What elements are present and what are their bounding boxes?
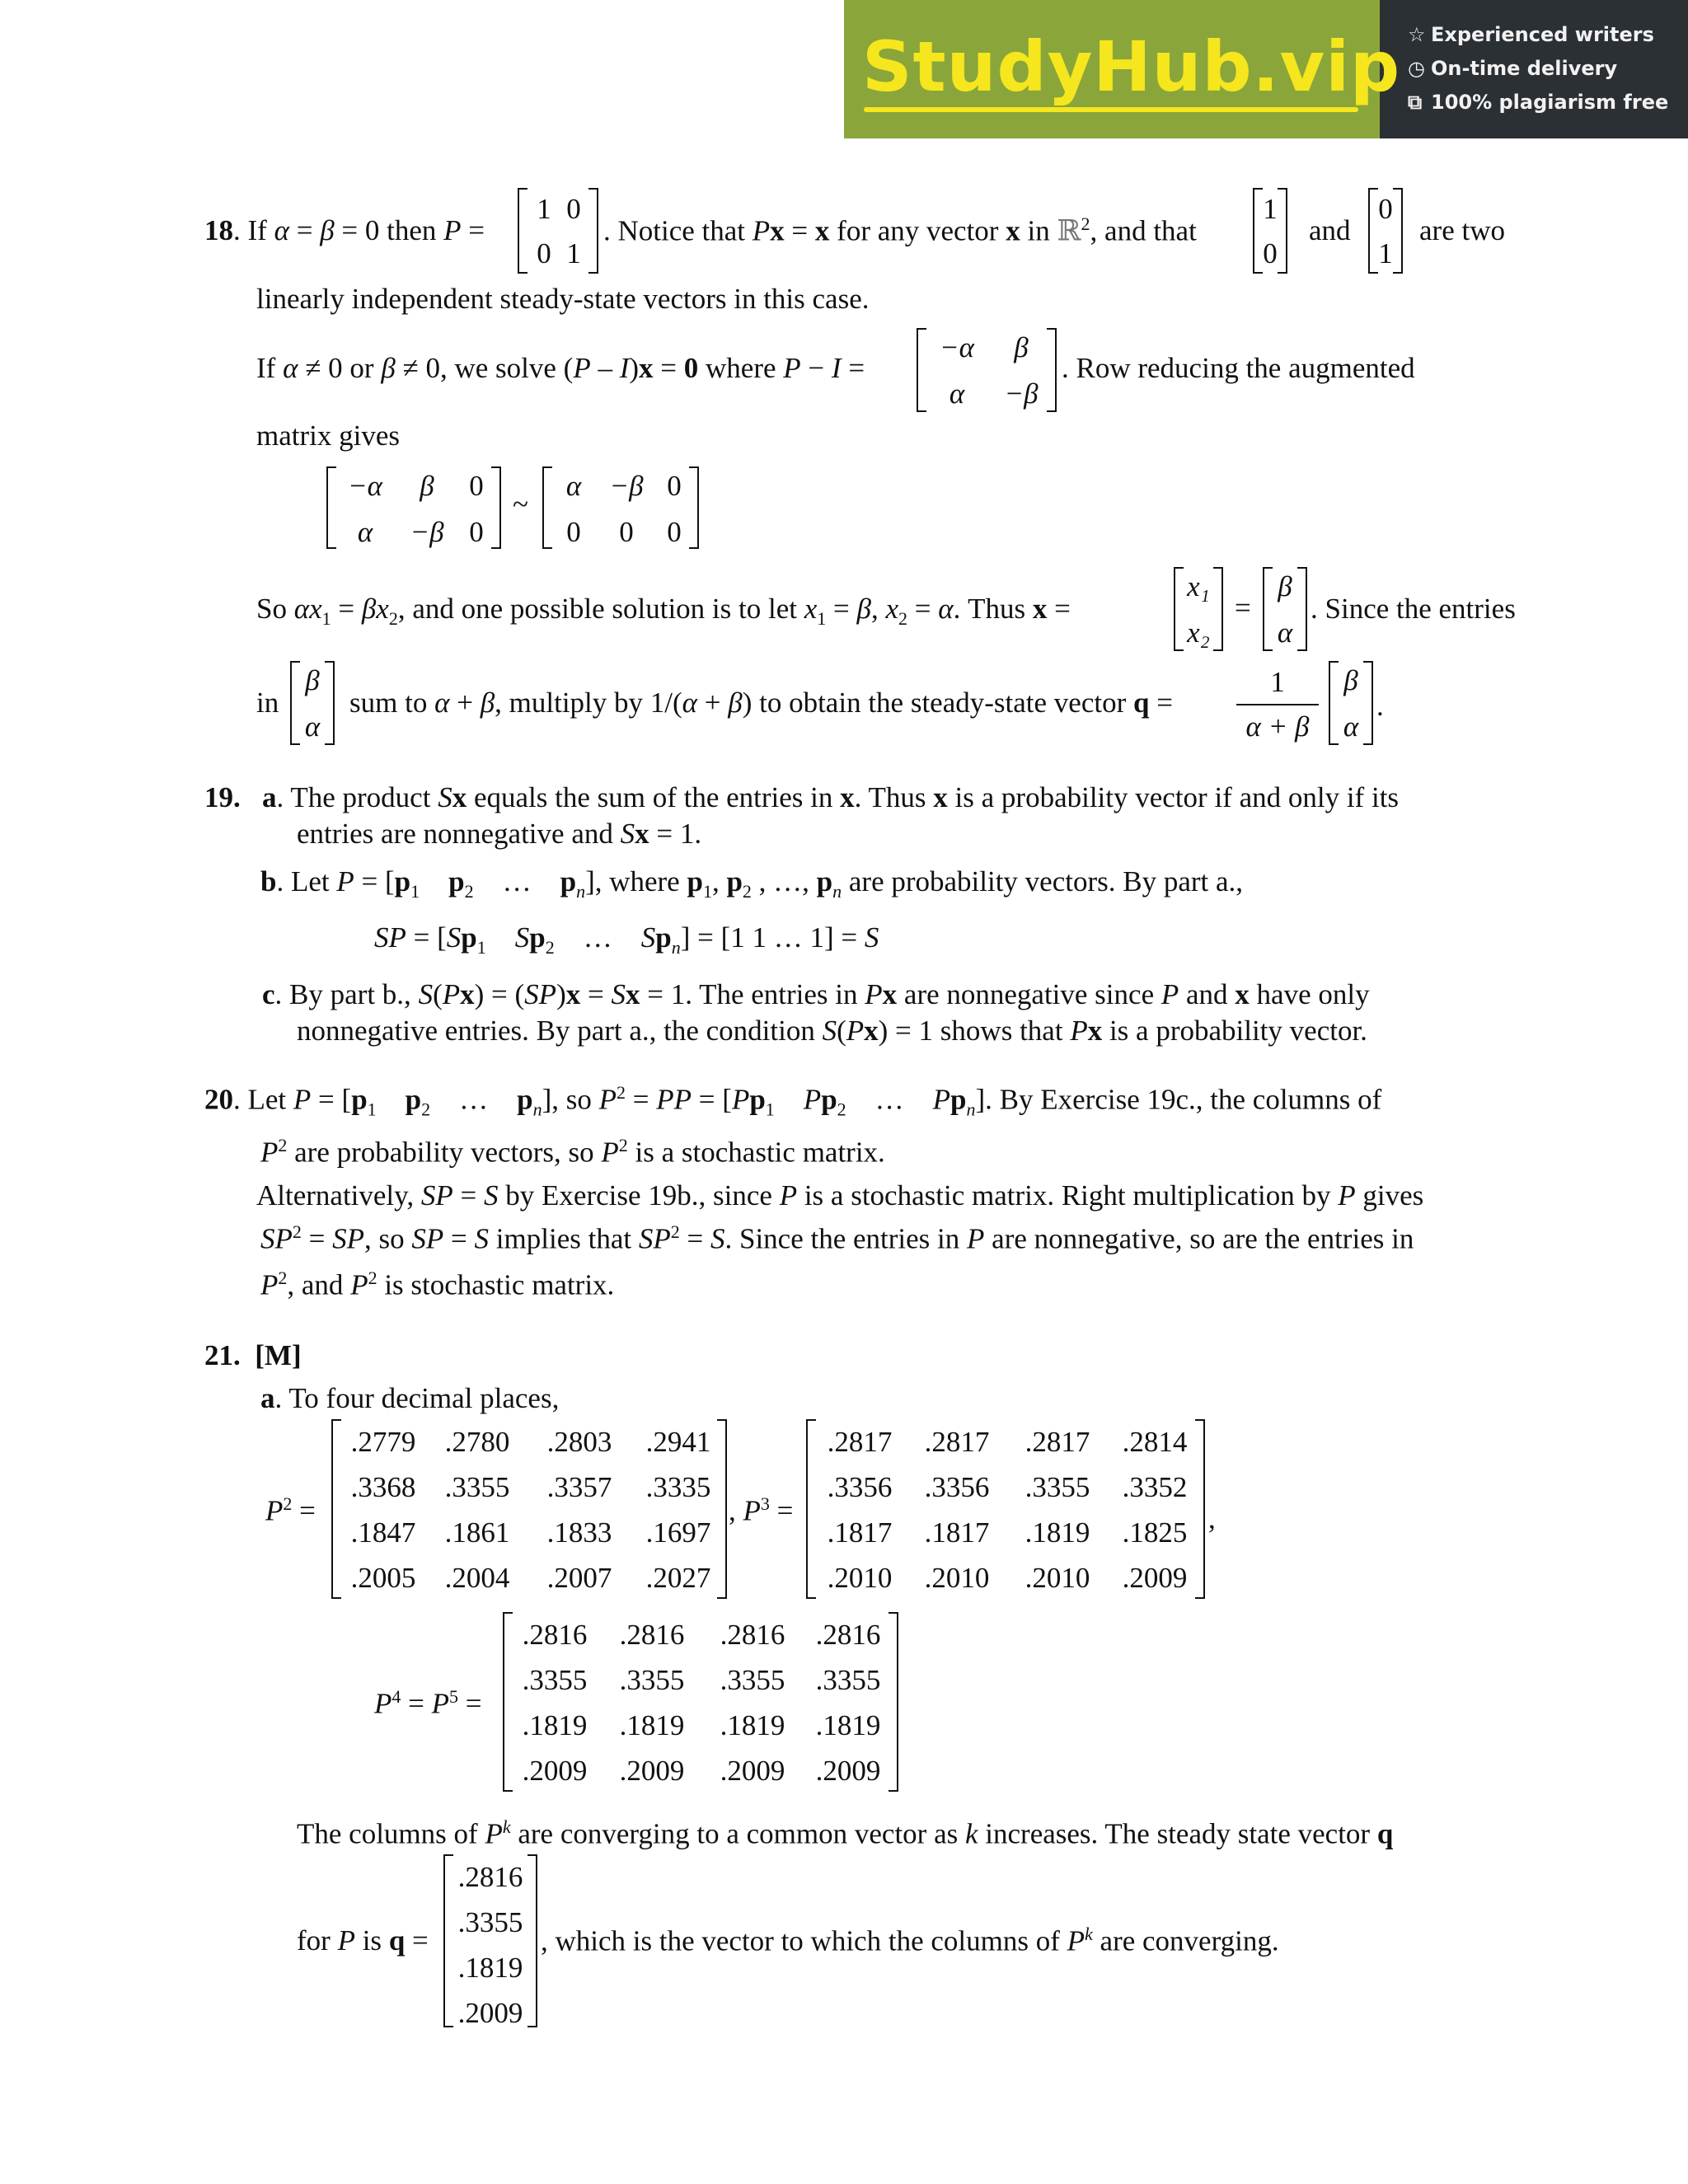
fraction-one-over-sum: 1 α + β bbox=[1236, 666, 1319, 745]
ex19-c-line1: c. By part b., S(Px) = (SP)x = Sx = 1. The entries in Px are nonnegative since P and x have only bbox=[262, 978, 1370, 1010]
studyhub-logo[interactable]: StudyHub.vip bbox=[862, 26, 1401, 107]
p-cubed-matrix: .2817 .2817 .2817 .2814 .3356 .3356 .3355 .3352 .1817 .1817 .1819 .1825 .2010 .2010 .2010 .2009 bbox=[806, 1419, 1205, 1599]
vector-e2: 0 1 bbox=[1368, 188, 1403, 274]
period: . bbox=[1376, 690, 1384, 722]
vector-e1: 1 0 bbox=[1253, 188, 1287, 274]
ex21-header: 21. [M] bbox=[204, 1339, 302, 1371]
ex19-c-line2: nonnegative entries. By part a., the condition S(Px) = 1 shows that Px is a probability vector. bbox=[297, 1015, 1367, 1047]
augmented-matrix-1: −α β 0 α −β 0 bbox=[326, 466, 501, 549]
vector-beta-alpha-2: β α bbox=[290, 661, 335, 745]
row-reducing-text: . Row reducing the augmented bbox=[1062, 352, 1415, 384]
ex20-line4: $SP^2$ = SP, so SP = S implies that $SP^2 = S$. Since the entries in P are nonnegative, so are the entries in bbox=[260, 1221, 1414, 1255]
vector-beta-alpha: β α bbox=[1263, 567, 1307, 651]
studyhub-banner bbox=[844, 0, 1688, 138]
ex21-a-line: a. To four decimal places, bbox=[260, 1382, 560, 1414]
ex20-line2: $P^2$ are probability vectors, so $P^2$ is a stochastic matrix. bbox=[260, 1135, 885, 1169]
in-text: in bbox=[256, 687, 279, 719]
p3-trailing-comma: , bbox=[1208, 1502, 1216, 1535]
vector-beta-alpha-3: β α bbox=[1329, 661, 1373, 745]
ex20-line3: Alternatively, SP = S by Exercise 19b., since P is a stochastic matrix. Right multiplication by P gives bbox=[256, 1179, 1424, 1212]
ex18-line5-left: So $\alpha x_1 = \beta x_2$, and one possible solution is to let $x_1 = \beta$, $x_2 = \alpha$. Thus x = bbox=[256, 593, 1071, 629]
ex19-a-line2: entries are nonnegative and Sx = 1. bbox=[297, 818, 702, 850]
p4-p5-label: $P^4 = P^5$ = bbox=[374, 1686, 482, 1720]
ex20-line5: $P^2$, and $P^2$ is stochastic matrix. bbox=[260, 1268, 615, 1301]
ex19-b-line2: SP = [$Sp_1$ $Sp_2$ … $Sp_n] = [1$ 1 … 1] = S bbox=[374, 921, 879, 958]
p-squared-matrix: .2779 .2780 .2803 .2941 .3368 .3355 .3357 .3335 .1847 .1861 .1833 .1697 .2005 .2004 .2007 .2027 bbox=[331, 1419, 727, 1599]
star-icon: ☆ bbox=[1408, 23, 1426, 46]
vector-x1x2: x₁ x₂ bbox=[1174, 567, 1223, 651]
ex18-line4: matrix gives bbox=[256, 419, 400, 452]
copy-icon: ⧉ bbox=[1408, 91, 1423, 114]
row-equivalent-tilde: ~ bbox=[513, 488, 528, 520]
identity-matrix: 1 0 0 1 bbox=[518, 188, 598, 274]
ex20-line1: 20. Let $P = [p_1$ $p_2$ … $p_n$], so $P^2$ = PP = [$Pp_1$ $Pp_2$ … $Pp_n$]. By Exercise 19c., the columns of bbox=[204, 1082, 1382, 1120]
ex18-line6-mid: sum to α + β, multiply by 1/(α + β) to obtain the steady-state vector q = bbox=[349, 687, 1173, 719]
ex18-line1-mid: . Notice that Px = x for any vector x in ℝ$^2$, and that bbox=[603, 213, 1197, 247]
final-right-text: , which is the vector to which the columns of $P^k$ are converging. bbox=[541, 1924, 1279, 1957]
ex18-line3-left: If α ≠ 0 or β ≠ 0, we solve (P – I)x = 0 where P − I = bbox=[256, 352, 865, 384]
ex18-line2: linearly independent steady-state vectors in this case. bbox=[256, 283, 870, 315]
and-text: and bbox=[1309, 214, 1351, 246]
p-minus-i-matrix: −α β α −β bbox=[917, 328, 1057, 412]
converging-text: The columns of $P^k$ are converging to a common vector as k increases. The steady state vector q bbox=[297, 1816, 1394, 1850]
equals-sign: = bbox=[1235, 592, 1251, 624]
augmented-matrix-2: α −β 0 0 0 0 bbox=[542, 466, 699, 549]
logo-underline bbox=[864, 107, 1358, 112]
clock-icon: ◷ bbox=[1408, 57, 1425, 80]
p3-label: , $P^3$ = bbox=[729, 1493, 794, 1527]
feature-experienced-writers: ☆ Experienced writers bbox=[1408, 23, 1654, 46]
since-entries-text: . Since the entries bbox=[1311, 593, 1516, 625]
final-left-text: for P is q = bbox=[297, 1924, 429, 1957]
ex19-a-line1: 19. a. The product Sx equals the sum of the entries in x. Thus x is a probability vector if and only if its bbox=[204, 781, 1400, 813]
are-two-text: are two bbox=[1419, 214, 1505, 246]
feature-on-time-delivery: ◷ On-time delivery bbox=[1408, 57, 1618, 80]
feature-plagiarism-free: ⧉ 100% plagiarism free bbox=[1408, 91, 1669, 114]
ex18-line1-left: 18. If α = β = 0 then P = bbox=[204, 214, 485, 246]
steady-state-vector-q: .2816 .3355 .1819 .2009 bbox=[443, 1854, 537, 2027]
p2-label: $P^2$ = bbox=[265, 1493, 316, 1527]
ex19-b-line1: b. Let $P = [p_1$ $p_2$ … $p_n$], where $p_1$, $p_2$ , …, $p_n$ are probability vectors. By part a., bbox=[260, 865, 1244, 902]
p4-p5-matrix: .2816 .2816 .2816 .2816 .3355 .3355 .3355 .3355 .1819 .1819 .1819 .1819 .2009 .2009 .2009 .2009 bbox=[503, 1612, 898, 1792]
